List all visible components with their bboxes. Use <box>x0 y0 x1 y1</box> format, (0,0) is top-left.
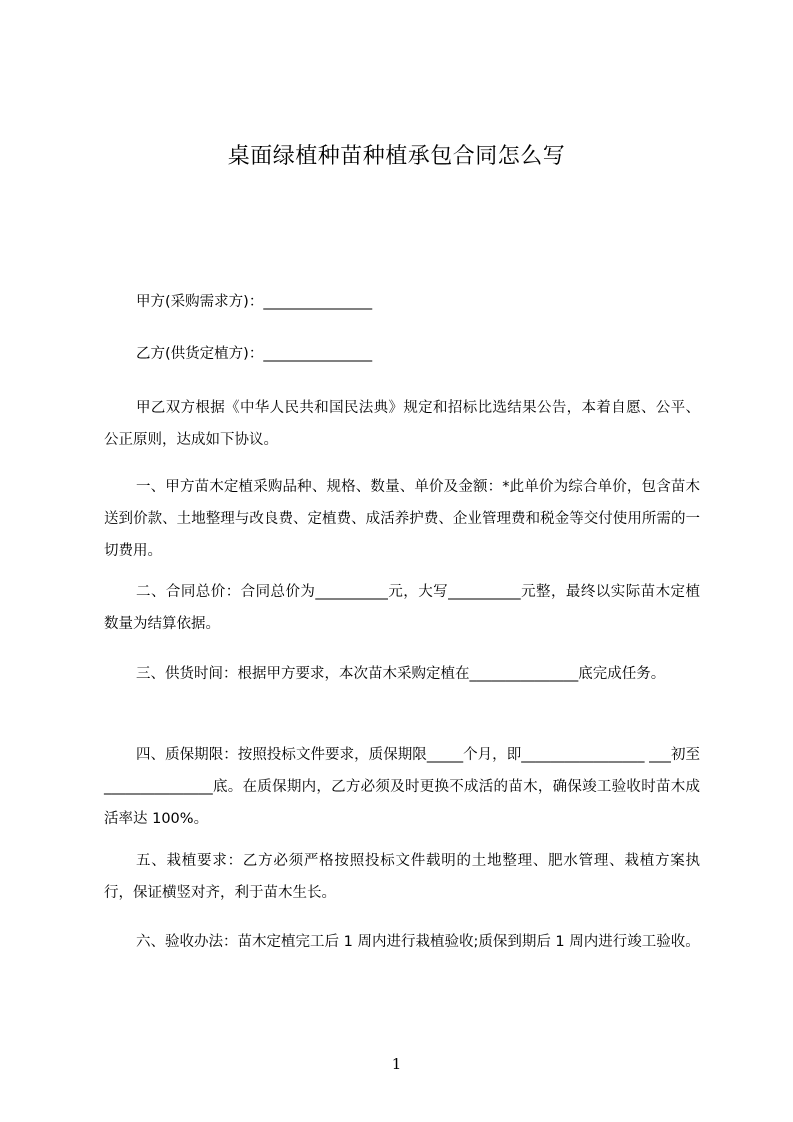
party-b-line: 乙方(供货定植方)：_______________ <box>136 346 373 362</box>
clause-1: 一、甲方苗木定植采购品种、规格、数量、单价及金额：*此单价为综合单价，包含苗木送到价款、土地整理与改良费、定植费、成活养护费、企业管理费和税金等交付使用所需的一切费用。 <box>104 479 700 559</box>
clause-2: 二、合同总价：合同总价为__________元，大写__________元整，最终以实际苗木定植数量为结算依据。 <box>104 584 700 632</box>
intro-paragraph: 甲乙双方根据《中华人民共和国民法典》规定和招标比选结果公告，本着自愿、公平、公正原则，达成如下协议。 <box>104 400 700 448</box>
clause-3: 三、供货时间：根据甲方要求，本次苗木采购定植在_______________底完成任务。 <box>136 666 666 682</box>
clause-4: 四、质保期限：按照投标文件要求，质保期限_____个月，即_________________ ___初至_______________底。在质保期内，乙方必须及时更换不成活的苗木，确保竣工验收时苗木成活率达 100%。 <box>104 747 700 827</box>
party-a-line: 甲方(采购需求方)：_______________ <box>136 294 373 310</box>
document-title: 桌面绿植种苗种植承包合同怎么写 <box>227 144 566 169</box>
clause-5: 五、栽植要求：乙方必须严格按照投标文件载明的土地整理、肥水管理、栽植方案执行，保证横竖对齐，利于苗木生长。 <box>104 853 700 901</box>
clause-6: 六、验收办法：苗木定植完工后 1 周内进行栽植验收;质保到期后 1 周内进行竣工验收。 <box>136 934 700 950</box>
page-number: 1 <box>391 1055 402 1073</box>
